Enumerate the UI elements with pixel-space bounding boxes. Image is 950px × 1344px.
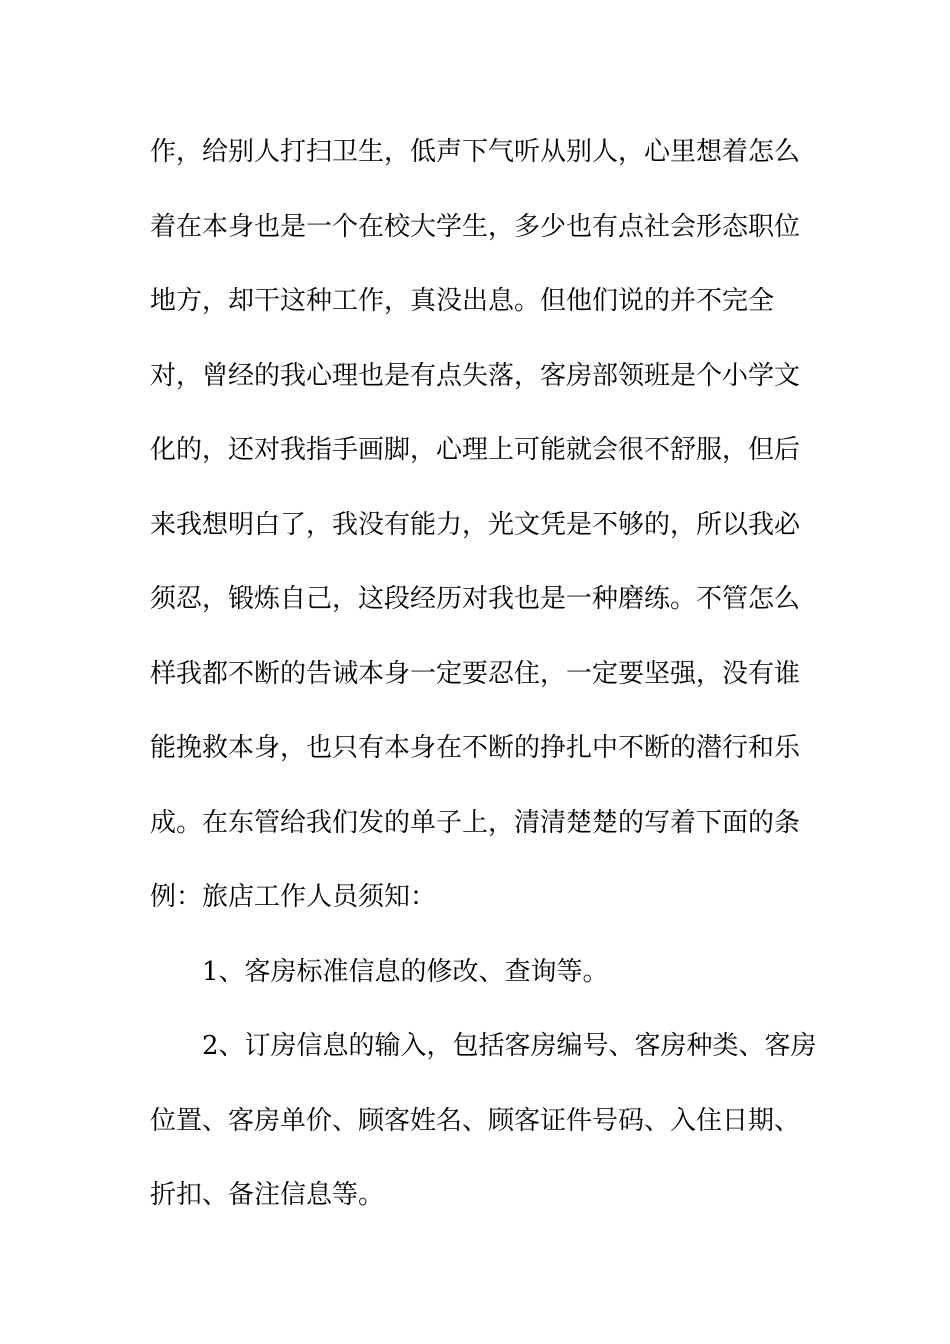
paragraph-line: 样我都不断的告诫本身一定要忍住，一定要坚强，没有谁 bbox=[150, 658, 801, 689]
paragraph-line: 着在本身也是一个在校大学生，多少也有点社会形态职位 bbox=[150, 211, 801, 242]
paragraph-line: 对，曾经的我心理也是有点失落，客房部领班是个小学文 bbox=[150, 360, 801, 391]
list-item-line: 2、订房信息的输入，包括客房编号、客房种类、客房 bbox=[202, 1031, 817, 1061]
list-item-continuation-line: 位置、客房单价、顾客姓名、顾客证件号码、入住日期、 bbox=[150, 1105, 801, 1136]
paragraph-line: 成。在东管给我们发的单子上，清清楚楚的写着下面的条 bbox=[150, 807, 801, 838]
paragraph-line: 作，给别人打扫卫生，低声下气听从别人，心里想着怎么 bbox=[150, 137, 801, 167]
paragraph-line: 地方，却干这种工作，真没出息。但他们说的并不完全 bbox=[150, 286, 775, 316]
paragraph-line: 能挽救本身，也只有本身在不断的挣扎中不断的潜行和乐 bbox=[150, 733, 801, 763]
list-item-continuation-line: 折扣、备注信息等。 bbox=[150, 1180, 385, 1210]
paragraph-line: 例：旅店工作人员须知： bbox=[150, 882, 437, 912]
list-item-line: 1、客房标准信息的修改、查询等。 bbox=[202, 956, 609, 987]
paragraph-line: 来我想明白了，我没有能力，光文凭是不够的，所以我必 bbox=[150, 509, 801, 540]
paragraph-line: 化的，还对我指手画脚，心理上可能就会很不舒服，但后 bbox=[150, 435, 801, 465]
document-body bbox=[150, 130, 830, 1248]
paragraph-line: 须忍，锻炼自己，这段经历对我也是一种磨练。不管怎么 bbox=[150, 584, 801, 614]
